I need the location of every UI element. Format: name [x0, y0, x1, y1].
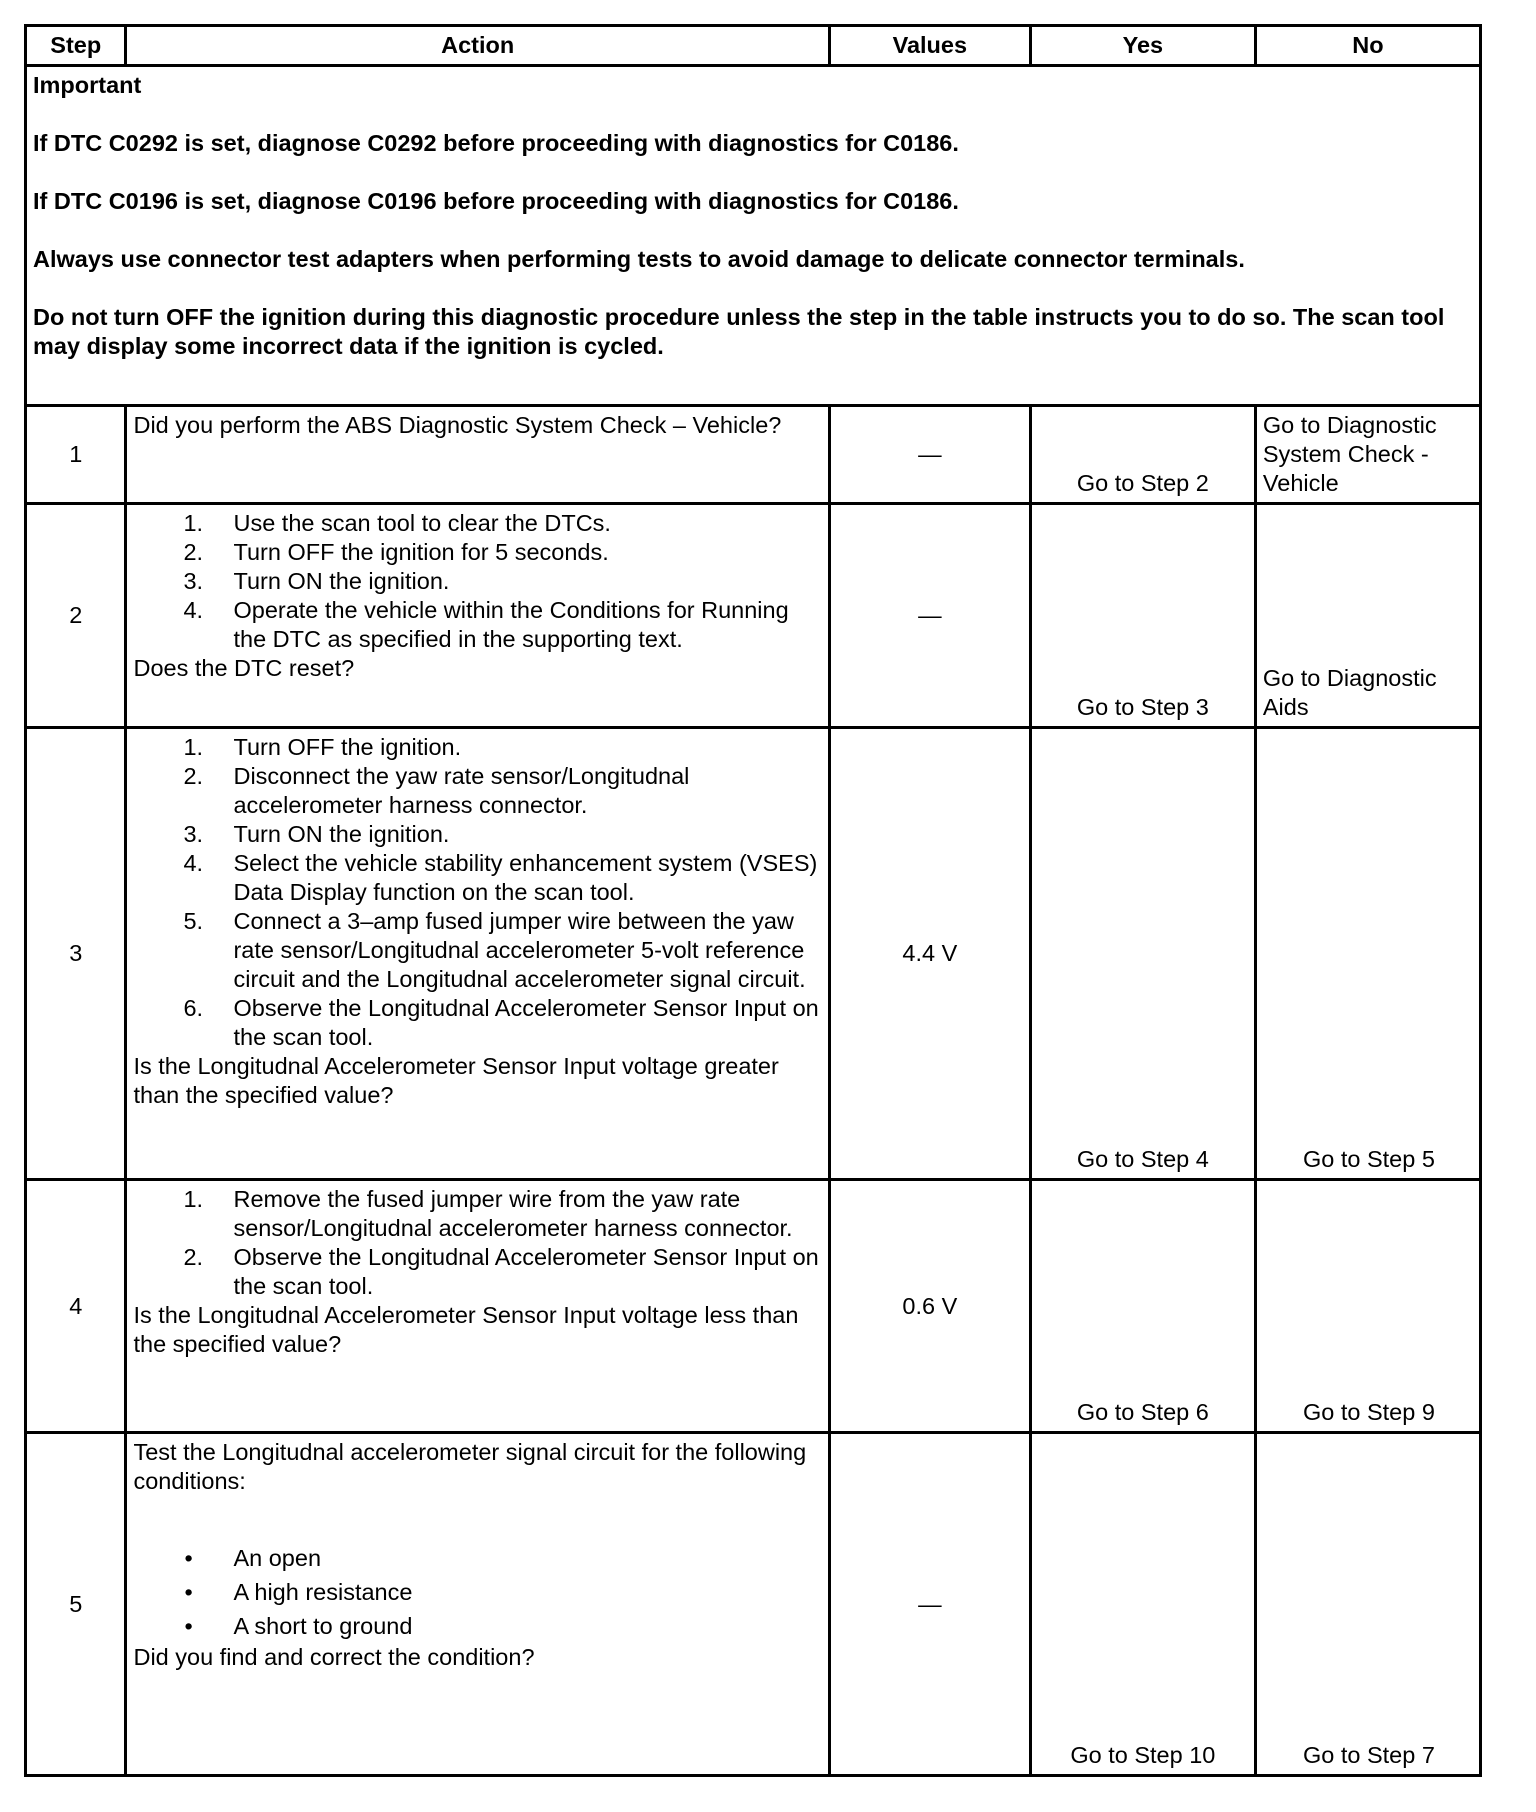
value-cell: — [829, 406, 1030, 504]
yes-cell: Go to Step 2 [1030, 406, 1255, 504]
action-cell [126, 728, 829, 1180]
step-question: Is the Longitudnal Accelerometer Sensor Input voltage less than the specified value? [133, 1302, 799, 1357]
header-row [26, 26, 1481, 66]
step-number: 3 [26, 728, 126, 1180]
yes-cell: Go to Step 3 [1030, 504, 1255, 728]
list-item: 4. Operate the vehicle within the Conditions for Running the DTC as specified in the supporting text. [183, 597, 789, 652]
no-cell: Go to Diagnostic Aids [1255, 504, 1480, 728]
step-question: Did you find and correct the condition? [133, 1644, 535, 1670]
header-no: No [1255, 26, 1480, 66]
important-row [26, 66, 1481, 406]
header-action: Action [126, 26, 829, 66]
action-steps [133, 1185, 821, 1301]
important-title: Important [33, 72, 142, 98]
list-item: 1. Turn OFF the ignition. [183, 734, 462, 760]
important-note: If DTC C0196 is set, diagnose C0196 before proceeding with diagnostics for C0186. [33, 188, 959, 214]
action-steps [133, 733, 821, 1052]
action-cell [126, 406, 829, 504]
value-cell: — [829, 1433, 1030, 1776]
action-cell [126, 504, 829, 728]
list-item: 3. Turn ON the ignition. [183, 568, 450, 594]
yes-cell: Go to Step 6 [1030, 1180, 1255, 1433]
table-row [26, 728, 1481, 1180]
list-item: 2. Observe the Longitudnal Accelerometer Sensor Input on the scan tool. [183, 1244, 819, 1299]
list-item: 2. Disconnect the yaw rate sensor/Longitudnal accelerometer harness connector. [183, 763, 690, 818]
condition-list [133, 1541, 821, 1643]
no-cell: Go to Step 5 [1255, 728, 1480, 1180]
important-note: Always use connector test adapters when performing tests to avoid damage to delicate connector terminals. [33, 246, 1245, 272]
step-question: Is the Longitudnal Accelerometer Sensor Input voltage greater than the specified value? [133, 1053, 779, 1108]
list-item: • A short to ground [184, 1613, 413, 1639]
step-intro: Test the Longitudnal accelerometer signal circuit for the following conditions: [133, 1439, 807, 1494]
no-cell: Go to Step 7 [1255, 1433, 1480, 1776]
list-item: • A high resistance [184, 1579, 413, 1605]
header-yes: Yes [1030, 26, 1255, 66]
value-cell: 4.4 V [829, 728, 1030, 1180]
table-row [26, 504, 1481, 728]
yes-cell: Go to Step 10 [1030, 1433, 1255, 1776]
step-number: 2 [26, 504, 126, 728]
table-row [26, 406, 1481, 504]
yes-cell: Go to Step 4 [1030, 728, 1255, 1180]
list-item: • An open [184, 1545, 322, 1571]
header-step: Step [26, 26, 126, 66]
action-cell [126, 1180, 829, 1433]
important-notes [26, 66, 1481, 406]
diagnostic-table [24, 24, 1482, 1777]
header-values: Values [829, 26, 1030, 66]
value-cell: 0.6 V [829, 1180, 1030, 1433]
list-item: 5. Connect a 3–amp fused jumper wire between the yaw rate sensor/Longitudnal accelerometer 5-volt reference circuit and the Longitudnal accelerometer signal circuit. [183, 908, 806, 992]
action-steps [133, 509, 821, 654]
important-note: If DTC C0292 is set, diagnose C0292 before proceeding with diagnostics for C0186. [33, 130, 959, 156]
action-cell [126, 1433, 829, 1776]
value-cell: — [829, 504, 1030, 728]
table-row [26, 1433, 1481, 1776]
no-cell: Go to Step 9 [1255, 1180, 1480, 1433]
list-item: 1. Remove the fused jumper wire from the yaw rate sensor/Longitudnal accelerometer harness connector. [183, 1186, 793, 1241]
list-item: 4. Select the vehicle stability enhancement system (VSES) Data Display function on the scan tool. [183, 850, 818, 905]
step-question: Does the DTC reset? [133, 655, 355, 681]
no-cell: Go to Diagnostic System Check - Vehicle [1255, 406, 1480, 504]
step-number: 5 [26, 1433, 126, 1776]
step-question: Did you perform the ABS Diagnostic System Check – Vehicle? [133, 412, 782, 438]
step-number: 1 [26, 406, 126, 504]
list-item: 6. Observe the Longitudnal Accelerometer Sensor Input on the scan tool. [183, 995, 819, 1050]
list-item: 2. Turn OFF the ignition for 5 seconds. [183, 539, 609, 565]
list-item: 1. Use the scan tool to clear the DTCs. [183, 510, 611, 536]
important-note: Do not turn OFF the ignition during this diagnostic procedure unless the step in the table instructs you to do so. The scan tool may display some incorrect data if the ignition is cycled. [33, 304, 1445, 359]
step-number: 4 [26, 1180, 126, 1433]
list-item: 3. Turn ON the ignition. [183, 821, 450, 847]
table-row [26, 1180, 1481, 1433]
